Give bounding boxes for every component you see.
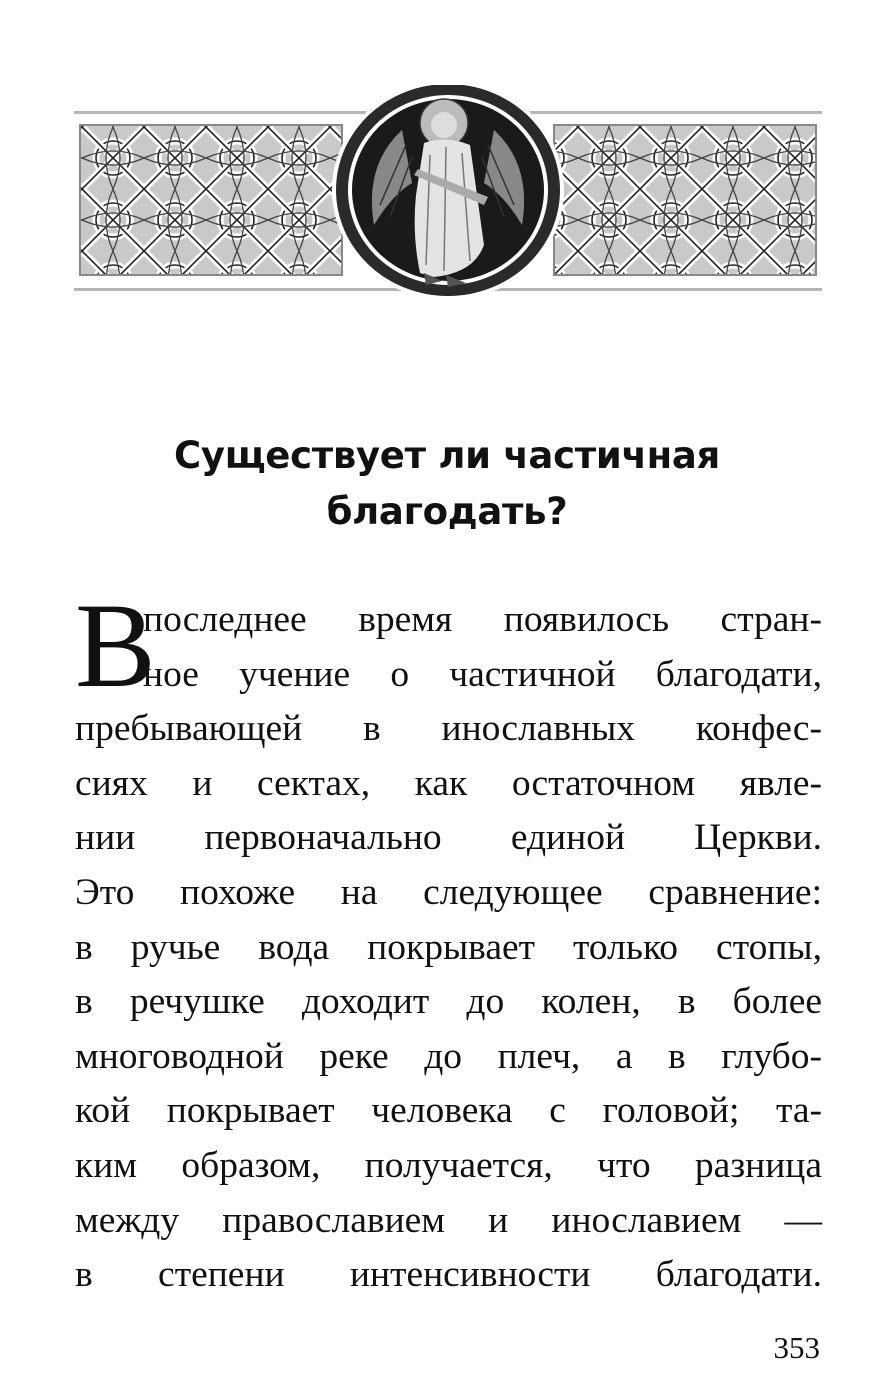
header-ornament [74, 85, 822, 300]
text-line: многоводной реке до плеч, а в глубо- [75, 1035, 822, 1077]
text-line: между православием и инославием — [75, 1199, 822, 1241]
text-line: последнее время появилось стран- [143, 599, 822, 640]
text-line: нии первоначально единой Церкви. [75, 817, 822, 859]
text-line: пребывающей в инославных конфес- [75, 708, 822, 750]
drop-cap: В [75, 579, 156, 713]
text-line: ное учение о частичной благодати, [143, 653, 822, 695]
angel-medallion-icon [332, 85, 564, 300]
left-interlace-band [80, 125, 342, 275]
text-line: ким образом, получается, что разница [75, 1144, 822, 1186]
text-line: в речушке доходит до колен, в более [75, 981, 822, 1023]
text-line: кой покрывает человека с головой; та- [75, 1090, 822, 1132]
chapter-title-line: благодать? [326, 490, 568, 533]
text-line: сиях и сектах, как остаточном явле- [75, 762, 822, 804]
text-line: Это похоже на следующее сравнение: [75, 871, 822, 913]
page-number: 353 [773, 1330, 820, 1365]
right-interlace-band [554, 125, 816, 275]
chapter-title [60, 428, 834, 540]
body-text [75, 579, 822, 1303]
text-line: в степени интенсивности благодати. [75, 1254, 822, 1296]
text-line: в ручье вода покрывает только стопы, [75, 926, 822, 968]
chapter-title-line: Существует ли частичная [174, 434, 720, 477]
